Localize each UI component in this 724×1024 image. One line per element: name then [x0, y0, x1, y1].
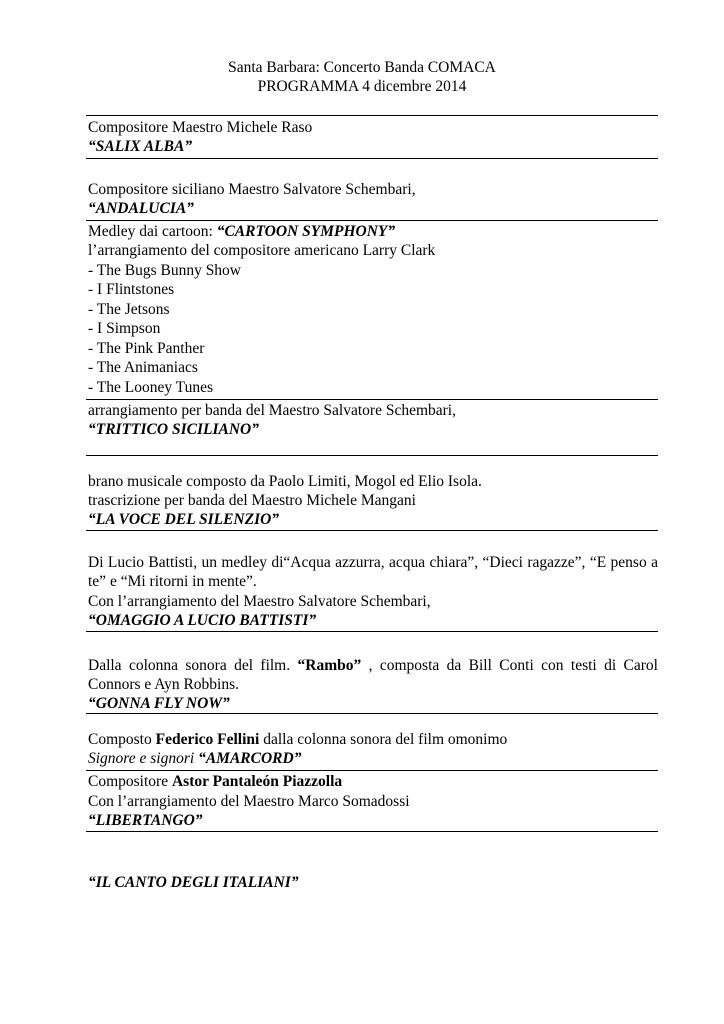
- list-item: - The Looney Tunes: [88, 379, 214, 396]
- piece-9-arrangement: Con l’arrangiamento del Maestro Marco Somadossi: [88, 793, 410, 810]
- piece-8-composer: Federico Fellini: [155, 731, 260, 748]
- piece-7-title: “GONNA FLY NOW”: [88, 695, 230, 712]
- list-item: - The Pink Panther: [88, 340, 205, 357]
- piece-7-intro-b: , composta da Bill Conti con testi di Carol Connors e Ayn Robbins.: [88, 657, 658, 693]
- divider: [86, 713, 658, 714]
- piece-6-title: “OMAGGIO A LUCIO BATTISTI”: [88, 612, 317, 629]
- divider: [86, 399, 658, 400]
- divider: [86, 158, 658, 159]
- piece-8-subtitle: Signore e signori: [88, 750, 199, 767]
- divider: [86, 770, 658, 771]
- divider: [86, 631, 658, 632]
- divider: [86, 530, 658, 531]
- piece-8-title: “AMARCORD”: [198, 750, 302, 767]
- list-item: - The Bugs Bunny Show: [88, 262, 242, 279]
- piece-8-title-line: [88, 749, 301, 768]
- piece-6-arrangement: Con l’arrangiamento del Maestro Salvatore Schembari,: [88, 593, 431, 610]
- piece-7-intro: [88, 656, 658, 694]
- list-item: - The Jetsons: [88, 301, 170, 318]
- piece-2-title: “ANDALUCIA”: [88, 200, 194, 217]
- divider: [86, 831, 658, 832]
- piece-3-intro-line: [88, 222, 395, 241]
- piece-8-intro-b: dalla colonna sonora del film omonimo: [259, 731, 508, 748]
- list-item: - The Animaniacs: [88, 359, 198, 376]
- piece-2-intro: Compositore siciliano Maestro Salvatore Schembari,: [88, 181, 416, 198]
- piece-3-intro: Medley dai cartoon:: [88, 223, 217, 240]
- piece-9-intro-text: Compositore: [88, 773, 172, 790]
- piece-4-title: “TRITTICO SICILIANO”: [88, 421, 259, 438]
- piece-5-intro: brano musicale composto da Paolo Limiti, Mogol ed Elio Isola.: [88, 473, 482, 490]
- list-item: - I Flintstones: [88, 281, 175, 298]
- piece-7-film: “Rambo”: [297, 657, 362, 674]
- piece-6-intro: Di Lucio Battisti, un medley di“Acqua azzurra, acqua chiara”, “Dieci ragazze”, “E penso a te” e “Mi ritorni in mente”.: [88, 554, 658, 590]
- piece-5-title: “LA VOCE DEL SILENZIO”: [88, 511, 280, 528]
- document-title: Santa Barbara: Concerto Banda COMACA: [228, 59, 496, 76]
- divider: [86, 220, 658, 221]
- piece-8-intro-a: Composto: [88, 731, 156, 748]
- piece-9-composer: Astor Pantaleón Piazzolla: [171, 773, 343, 790]
- piece-1-title: “SALIX ALBA”: [88, 138, 193, 155]
- piece-5-arrangement: trascrizione per banda del Maestro Michele Mangani: [88, 492, 416, 509]
- list-item: - I Simpson: [88, 320, 161, 337]
- piece-3-title: “CARTOON SYMPHONY”: [216, 223, 396, 240]
- piece-9-title: “LIBERTANGO”: [88, 812, 203, 829]
- divider: [86, 455, 658, 456]
- piece-3-arrangement: l’arrangiamento del compositore americano Larry Clark: [88, 242, 436, 259]
- piece-1-intro: Compositore Maestro Michele Raso: [88, 119, 313, 136]
- divider: [86, 115, 658, 116]
- piece-4-intro: arrangiamento per banda del Maestro Salvatore Schembari,: [88, 402, 456, 419]
- piece-10-title: “IL CANTO DEGLI ITALIANI”: [88, 874, 299, 891]
- piece-8-intro: [88, 730, 507, 749]
- piece-9-intro: [88, 772, 342, 791]
- piece-7-intro-a: Dalla colonna sonora del film.: [88, 657, 298, 674]
- document-subtitle: PROGRAMMA 4 dicembre 2014: [257, 78, 467, 95]
